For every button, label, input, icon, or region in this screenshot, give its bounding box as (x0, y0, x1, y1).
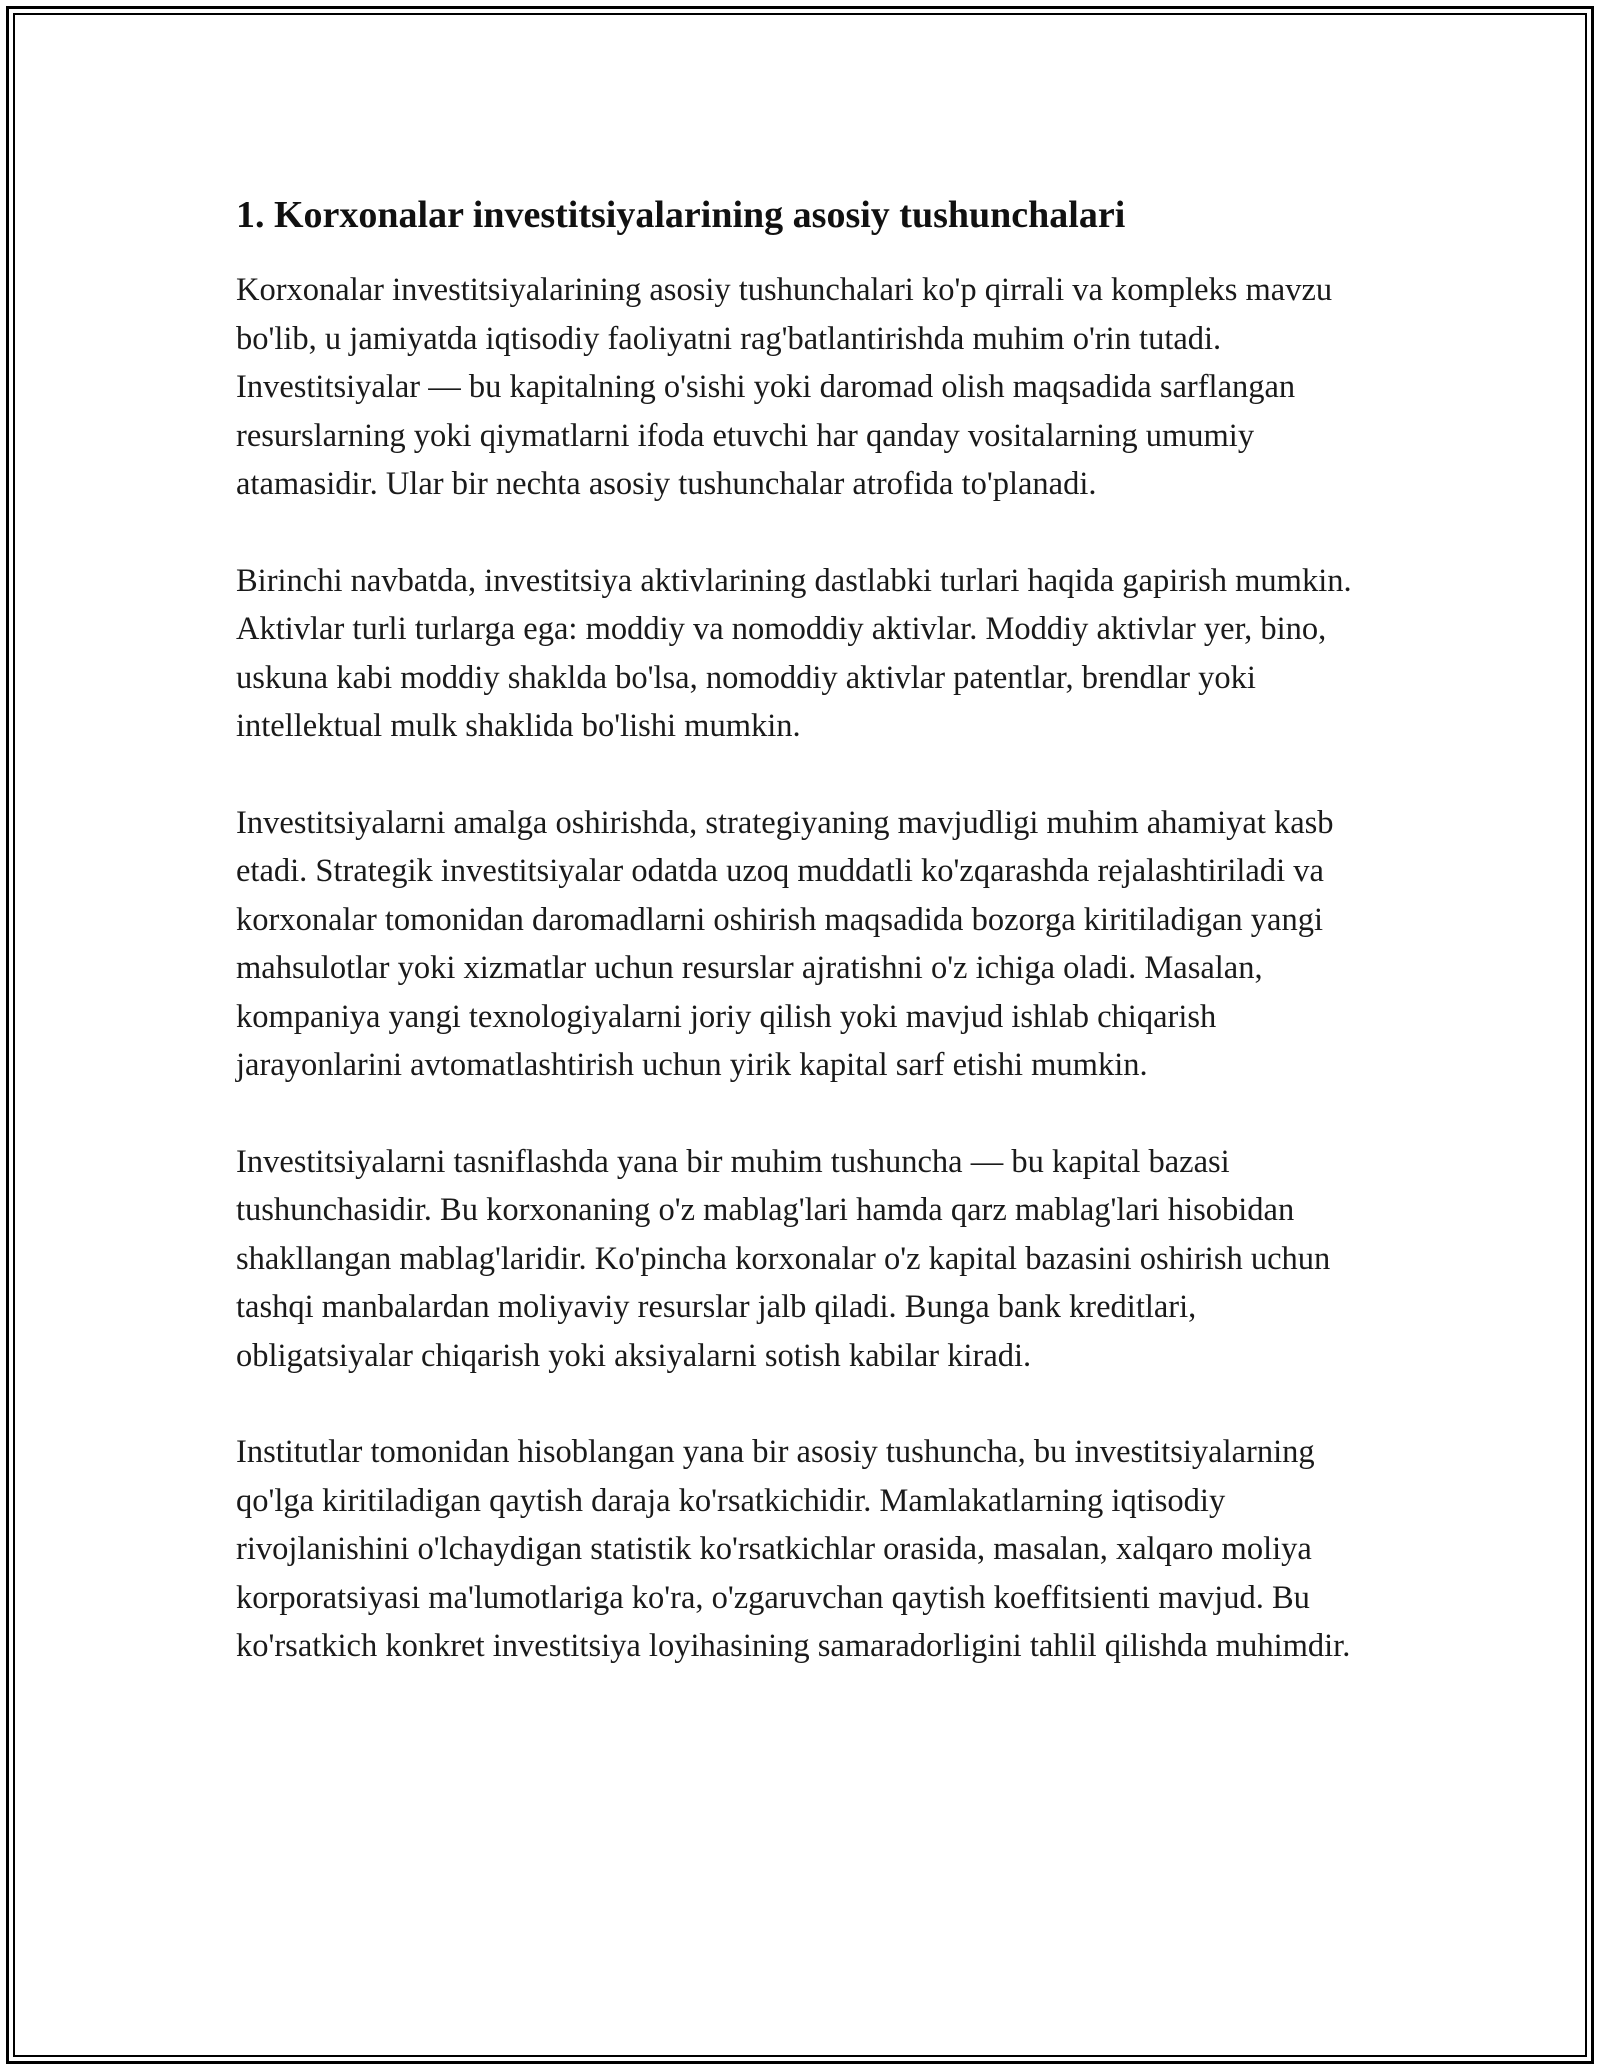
paragraph-2: Birinchi navbatda, investitsiya aktivlarining dastlabki turlari haqida gapirish mumkin. Aktivlar turli turlarga ega: moddiy va nomoddiy aktivlar. Moddiy aktivlar yer, bino, uskuna kabi moddiy shaklda bo'lsa, nomoddiy aktivlar patentlar, brendlar yoki intellektual mulk shaklida bo'lishi mumkin. (236, 562, 1352, 744)
paragraph-1: Korxonalar investitsiyalarining asosiy tushunchalari ko'p qirrali va kompleks mavzu bo'lib, u jamiyatda iqtisodiy faoliyatni rag'batlantirishda muhim o'rin tutadi. Investitsiyalar — bu kapitalning o'sishi yoki daromad olish maqsadida sarflangan resurslarning yoki qiymatlarni ifoda etuvchi har qanday vositalarning umumiy atamasidir. Ular bir nechta asosiy tushunchalar atrofida to'planadi. (236, 272, 1333, 502)
paragraph-4: Investitsiyalarni tasniflashda yana bir muhim tushuncha — bu kapital bazasi tushunchasidir. Bu korxonaning o'z mablag'lari hamda qarz mablag'lari hisobidan shakllangan mablag'laridir. Ko'pincha korxonalar o'z kapital bazasini oshirish uchun tashqi manbalardan moliyaviy resurslar jalb qiladi. Bunga bank kreditlari, obligatsiyalar chiqarish yoki aksiyalarni sotish kabilar kiradi. (236, 1143, 1331, 1374)
paragraph-5: Institutlar tomonidan hisoblangan yana bir asosiy tushuncha, bu investitsiyalarning qo'lga kiritiladigan qaytish daraja ko'rsatkichidir. Mamlakatlarning iqtisodiy rivojlanishini o'lchaydigan statistik ko'rsatkichlar orasida, masalan, xalqaro moliya korporatsiyasi ma'lumotlariga ko'ra, o'zgaruvchan qaytish koeffitsienti mavjud. Bu ko'rsatkich konkret investitsiya loyihasining samaradorligini tahlil qilishda muhimdir. (236, 1434, 1351, 1664)
document-body (236, 180, 1376, 1719)
section-heading: 1. Korxonalar investitsiyalarining asosiy tushunchalari (236, 194, 1126, 236)
paragraph-3: Investitsiyalarni amalga oshirishda, strategiyaning mavjudligi muhim ahamiyat kasb etadi. Strategik investitsiyalar odatda uzoq muddatli ko'zqarashda rejalashtiriladi va korxonalar tomonidan daromadlarni oshirish maqsadida bozorga kiritiladigan yangi mahsulotlar yoki xizmatlar uchun resurslar ajratishni o'z ichiga oladi. Masalan, kompaniya yangi texnologiyalarni joriy qilish yoki mavjud ishlab chiqarish jarayonlarini avtomatlashtirish uchun yirik kapital sarf etishi mumkin. (236, 804, 1334, 1083)
